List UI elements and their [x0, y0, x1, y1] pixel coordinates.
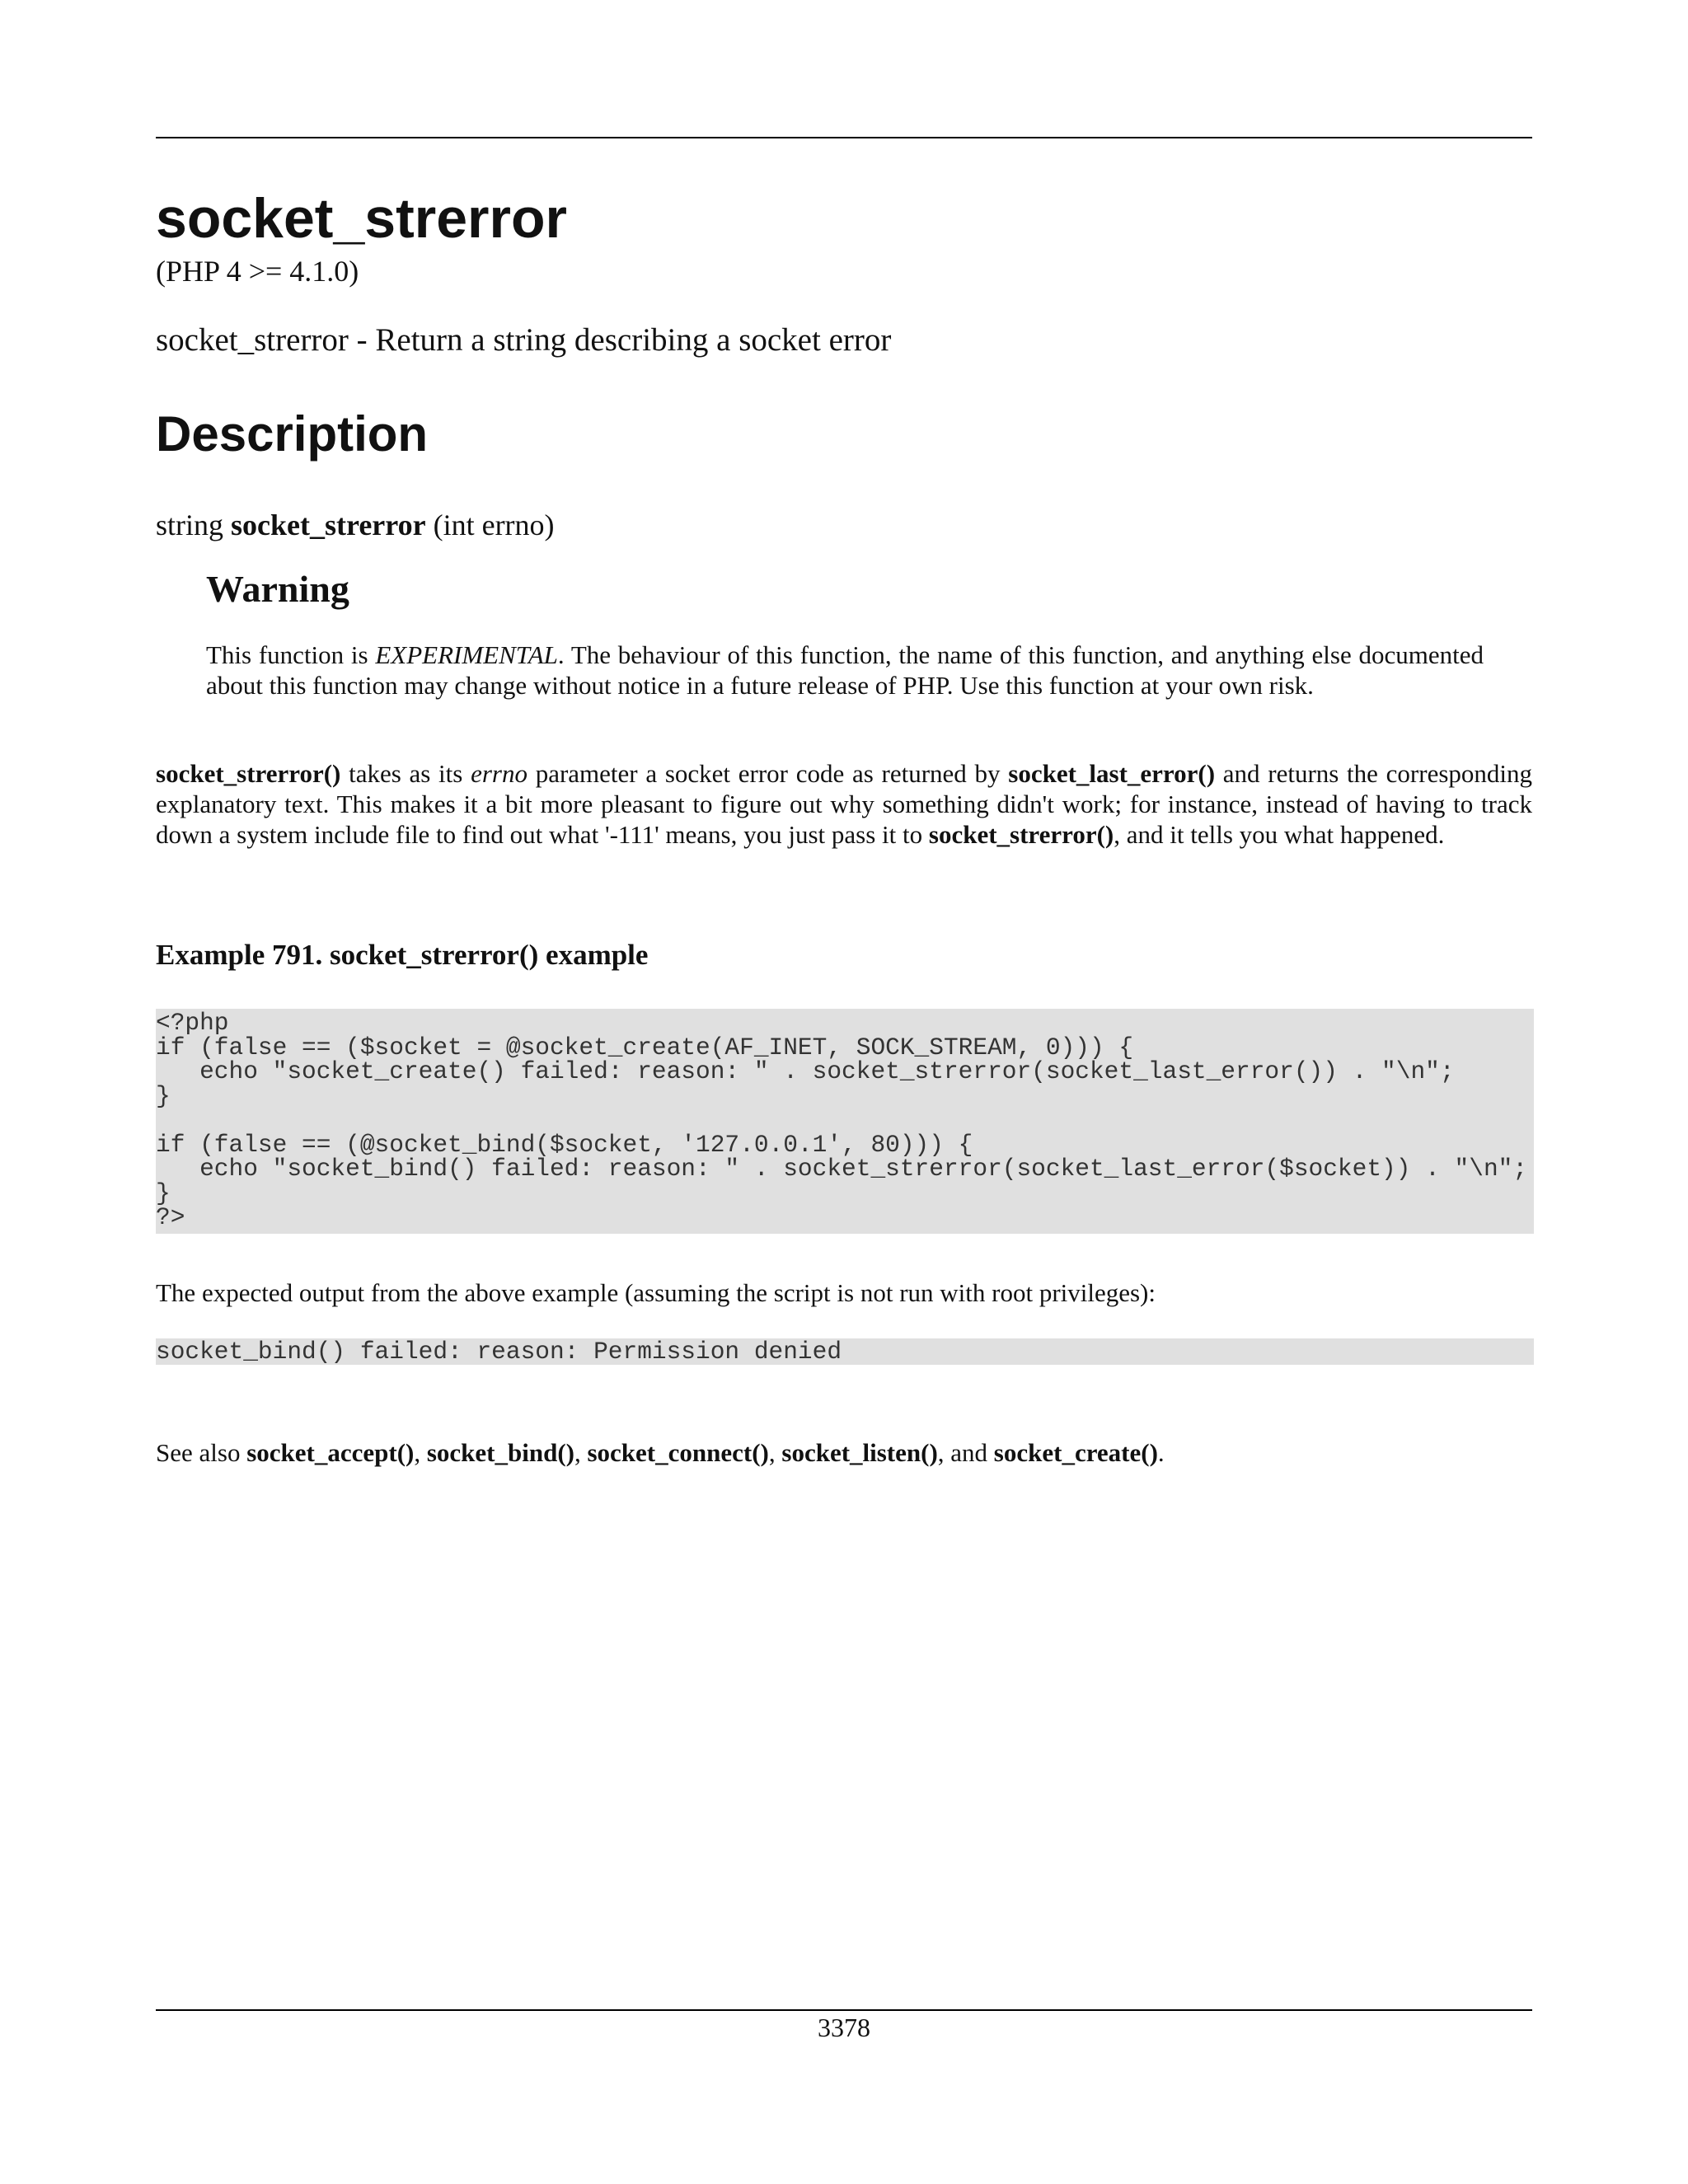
warning-emphasis: EXPERIMENTAL: [375, 640, 558, 669]
warning-text-end: . The behaviour of this function, the name of this function, and anything else documented about this function may change without notice in a future release of PHP. Use this function at your own risk.: [206, 640, 1484, 700]
warning-title: Warning: [206, 568, 349, 610]
example-title: Example 791. socket_strerror() example: [156, 939, 649, 971]
description-heading: Description: [156, 406, 429, 462]
see-also-function: socket_bind(): [426, 1438, 574, 1467]
see-also-function: socket_listen(): [781, 1438, 938, 1467]
synopsis-function-name: socket_strerror: [231, 509, 426, 541]
warning-text: [206, 640, 1484, 701]
paragraph-text: and returns the corresponding explanatory text. This makes it a bit more pleasant to figure out why something didn't work; for instance, instead of having to track down a system include file to find out what '-111' means, you just pass it to: [156, 759, 1532, 849]
see-also: [156, 1437, 1532, 1468]
see-also-function: socket_connect(): [587, 1438, 769, 1467]
separator: ,: [768, 1438, 782, 1467]
separator: .: [1157, 1438, 1165, 1467]
expected-output-block: socket_bind() failed: reason: Permission denied: [156, 1338, 1534, 1365]
separator: ,: [574, 1438, 588, 1467]
footer-rule: [156, 2009, 1532, 2011]
paragraph-text: takes as its: [340, 759, 471, 788]
parameter-ref: errno: [471, 759, 528, 788]
function-purpose: socket_strerror - Return a string describing a socket error: [156, 322, 892, 358]
separator: ,: [414, 1438, 427, 1467]
paragraph-text: parameter a socket error code as returned by: [527, 759, 1009, 788]
header-rule: [156, 137, 1532, 138]
function-synopsis: [156, 509, 555, 542]
function-ref: socket_strerror(): [928, 820, 1114, 849]
expected-output-intro: The expected output from the above example (assuming the script is not run with root privileges):: [156, 1278, 1156, 1307]
separator: , and: [937, 1438, 994, 1467]
warning-text-start: This function is: [206, 640, 376, 669]
function-ref: socket_last_error(): [1008, 759, 1216, 788]
see-also-prefix: See also: [156, 1438, 247, 1467]
paragraph-text: , and it tells you what happened.: [1114, 820, 1445, 849]
synopsis-params: (int errno): [433, 509, 555, 541]
example-code-block: <?php if (false == ($socket = @socket_create(AF_INET, SOCK_STREAM, 0))) { echo "socket_create() failed: reason: " . socket_strerror(socket_last_error()) . "\n"; } if (false == (@socket_bind($socket, '127.0.0.1', 80))) { echo "socket_bind() failed: reason: " . socket_strerror(socket_last_error($socket)) . "\n"; } ?>: [156, 1009, 1534, 1234]
version-info: (PHP 4 >= 4.1.0): [156, 255, 359, 288]
function-ref: socket_strerror(): [156, 759, 341, 788]
return-type: string: [156, 509, 224, 541]
see-also-function: socket_create(): [993, 1438, 1158, 1467]
description-paragraph: [156, 758, 1532, 850]
function-title: socket_strerror: [156, 187, 567, 250]
page-number: 3378: [818, 2013, 870, 2042]
see-also-function: socket_accept(): [246, 1438, 415, 1467]
